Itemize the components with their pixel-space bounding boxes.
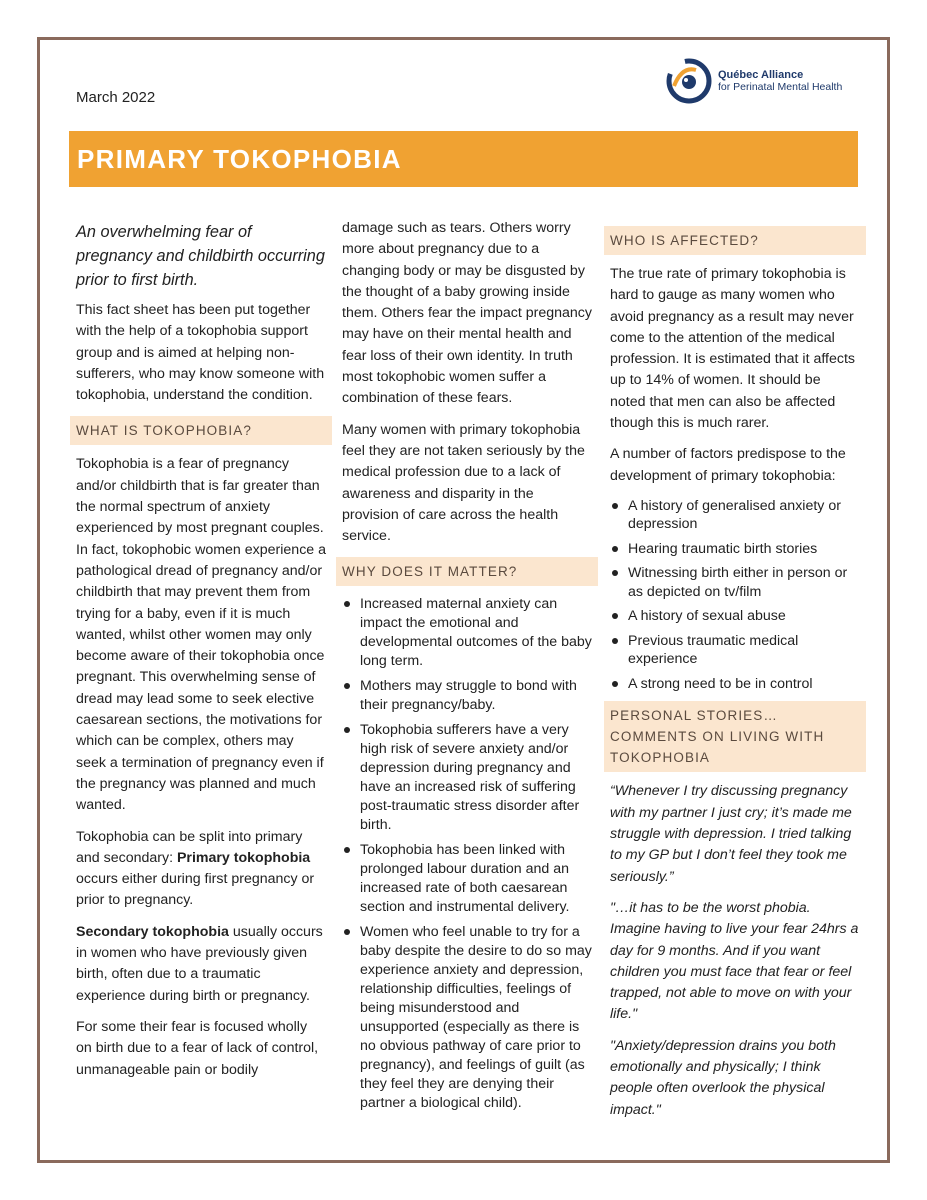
list-item: Mothers may struggle to bond with their pregnancy/baby.: [342, 677, 592, 715]
paragraph: Tokophobia is a fear of pregnancy and/or childbirth that is far greater than the normal spectrum of anxiety experienced by most pregnant couples. In fact, tokophobic women experience a pathological dread of pregnancy and/or childbirth that may prevent them from trying for a baby, even if it is much wanted, whilst other women may only become aware of their tokophobia once pregnant. This overwhelming sense of dread may lead some to seek elective caesarean sections, the motivations for which can be complex, others may seek a termination of pregnancy even if the pregnancy was planned and much wanted.: [76, 456, 327, 814]
page-title: PRIMARY TOKOPHOBIA: [69, 131, 858, 187]
paragraph: Many women with primary tokophobia feel they are not taken seriously by the medical profession due to a lack of awareness and disparity in the provision of care across the health service.: [342, 421, 585, 545]
quote: “Whenever I try discussing pregnancy with my partner I just cry; it’s made me struggle with depression. I tried talking to my GP but I don’t feel they took me seriously.”: [610, 783, 852, 885]
text-span: occurs either during first pregnancy or prior to pregnancy.: [76, 871, 315, 909]
text-span: Tokophobia can be split into primary and secondary:: [76, 828, 303, 866]
quote: "…it has to be the worst phobia. Imagine having to live your fear 24hrs a day for 9 months. And if you want children you must face that fear or feel trapped, not able to move on with your life.": [610, 899, 859, 1023]
column-1: [76, 220, 326, 1091]
paragraph: [76, 827, 326, 912]
list-item: Increased maternal anxiety can impact the emotional and developmental outcomes of the baby long term.: [342, 595, 592, 671]
quote: "Anxiety/depression drains you both emotionally and physically; I think people often overlook the physical impact.": [610, 1037, 836, 1118]
logo-mark-icon: [664, 56, 714, 106]
logo: [664, 56, 854, 106]
section-heading: WHY DOES IT MATTER?: [336, 557, 598, 586]
paragraph: damage such as tears. Others worry more about pregnancy due to a changing body or may be disgusted by the thought of a baby growing inside them. Others fear the impact pregnancy may have on their mental health and fear loss of their own identity. In truth most tokophobic women suffer a combination of these fears.: [342, 220, 592, 407]
column-2: [342, 218, 592, 1121]
bullet-list: [342, 595, 592, 1113]
list-item: Hearing traumatic birth stories: [610, 540, 860, 559]
intro-text: An overwhelming fear of pregnancy and childbirth occurring prior to first birth.: [76, 223, 325, 289]
paragraph: The true rate of primary tokophobia is hard to gauge as many women who avoid pregnancy as a result may never come to the attention of the medical profession. It is estimated that it affects up to 14% of women. It should be noted that men can also be affected though this is much rarer.: [610, 266, 855, 432]
list-item: A strong need to be in control: [610, 675, 860, 694]
list-item: A history of sexual abuse: [610, 607, 860, 626]
list-item: Previous traumatic medical experience: [610, 632, 860, 669]
paragraph: [76, 922, 326, 1007]
date: March 2022: [76, 89, 156, 106]
section-heading: WHAT IS TOKOPHOBIA?: [70, 416, 332, 445]
column-3: [610, 220, 860, 1131]
logo-text: [718, 69, 842, 93]
paragraph: A number of factors predispose to the development of primary tokophobia:: [610, 446, 846, 484]
text-span: usually occurs in women who have previously given birth, often due to a traumatic experience during birth or pregnancy.: [76, 923, 323, 1004]
bold-term: Primary tokophobia: [176, 849, 311, 866]
section-heading: PERSONAL STORIES… COMMENTS ON LIVING WITH TOKOPHOBIA: [604, 701, 866, 772]
list-item: A history of generalised anxiety or depression: [610, 497, 860, 534]
paragraph: For some their fear is focused wholly on birth due to a fear of lack of control, unmanageable pain or bodily: [76, 1018, 319, 1078]
list-item: Witnessing birth either in person or as depicted on tv/film: [610, 564, 860, 601]
section-heading: WHO IS AFFECTED?: [604, 226, 866, 255]
bold-term: Secondary tokophobia: [76, 923, 229, 940]
list-item: Women who feel unable to try for a baby despite the desire to do so may experience anxiety and depression, relationship difficulties, feelings of being misunderstood and unsupported (especially as there is no obvious pathway of care prior to pregnancy), and feelings of guilt (as they feel they are denying their partner a biological child).: [342, 923, 592, 1113]
logo-line1: Québec Alliance: [718, 69, 804, 81]
bullet-list: [610, 497, 860, 694]
paragraph: This fact sheet has been put together with the help of a tokophobia support group and is aimed at helping non-sufferers, who may know someone with tokophobia, understand the condition.: [76, 302, 325, 404]
list-item: Tokophobia has been linked with prolonged labour duration and an increased rate of both caesarean section and instrumental delivery.: [342, 841, 592, 917]
list-item: Tokophobia sufferers have a very high risk of severe anxiety and/or depression during pregnancy and have an increased risk of suffering post-traumatic stress disorder after birth.: [342, 721, 592, 835]
logo-line2: for Perinatal Mental Health: [718, 81, 843, 93]
